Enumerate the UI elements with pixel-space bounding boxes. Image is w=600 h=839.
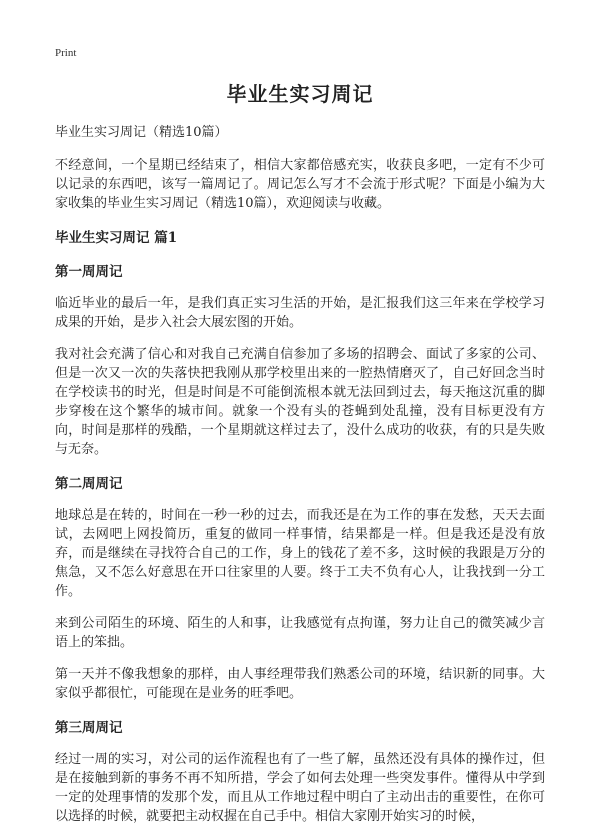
page-title: 毕业生实习周记 [226, 82, 374, 106]
week-1-heading: 第一周周记 [55, 264, 123, 280]
week-2-paragraph: 第一天并不像我想象的那样，由人事经理带我们熟悉公司的环境，结识新的同事。大家似乎都很忙，可能现在是业务的旺季吧。 [55, 667, 545, 701]
week-1-paragraph: 我对社会充满了信心和对我自己充满自信参加了多场的招聘会、面试了多家的公司、但是一次又一次的失落快把我刚从那学校里出来的一腔热情磨灭了，自己好回念当时在学校读书的时光，但是时间是不可能倒流根本就无法回到过去，每天拖这沉重的脚步穿梭在这个繁华的城市间。就象一个没有头的苍蝇到处乱撞，没有目标更没有方向，时间是那样的残酷，一个星期就这样过去了，没什么成功的收获，有的只是失败与无奈。 [55, 347, 545, 457]
week-3-paragraph: 经过一周的实习，对公司的运作流程也有了一些了解，虽然还没有具体的操作过，但是在接触到新的事务不再不知所措，学会了如何去处理一些突发事件。懂得从中学到一定的处理事情的发那个发，而且从工作地过程中明白了主动出击的重要性，在你可以选择的时候，就要把主动权握在自己手中。相信大家刚开始实习的时候， [55, 752, 545, 824]
week-2-paragraph: 地球总是在转的，时间在一秒一秒的过去，而我还是在为工作的事在发愁，天天去面试，去网吧上网投简历，重复的做同一样事情，结果都是一样。但是我还是没有放弃，而是继续在寻找符合自己的工作，身上的钱花了差不多，这时候的我跟是万分的焦急，又不怎么好意思在开口往家里的人要。终于工夫不负有心人，让我找到一分工作。 [55, 508, 545, 599]
week-3-heading: 第三周周记 [55, 720, 123, 736]
section-title: 毕业生实习周记 篇1 [55, 230, 178, 246]
week-2-paragraph: 来到公司陌生的环境、陌生的人和事，让我感觉有点拘谨，努力让自己的微笑减少言语上的笨拙。 [55, 616, 545, 650]
print-label: Print [55, 47, 77, 59]
document-body [55, 78, 545, 839]
intro-paragraph: 不经意间，一个星期已经结束了，相信大家都倍感充实，收获良多吧，一定有不少可以记录的东西吧，该写一篇周记了。周记怎么写才不会流于形式呢？下面是小编为大家收集的毕业生实习周记（精选10篇），欢迎阅读与收藏。 [55, 158, 545, 211]
week-2-heading: 第二周周记 [55, 476, 123, 492]
week-1-paragraph: 临近毕业的最后一年，是我们真正实习生活的开始，是汇报我们这三年来在学校学习成果的开始，是步入社会大展宏图的开始。 [55, 296, 545, 330]
subtitle: 毕业生实习周记（精选10篇） [55, 125, 228, 140]
